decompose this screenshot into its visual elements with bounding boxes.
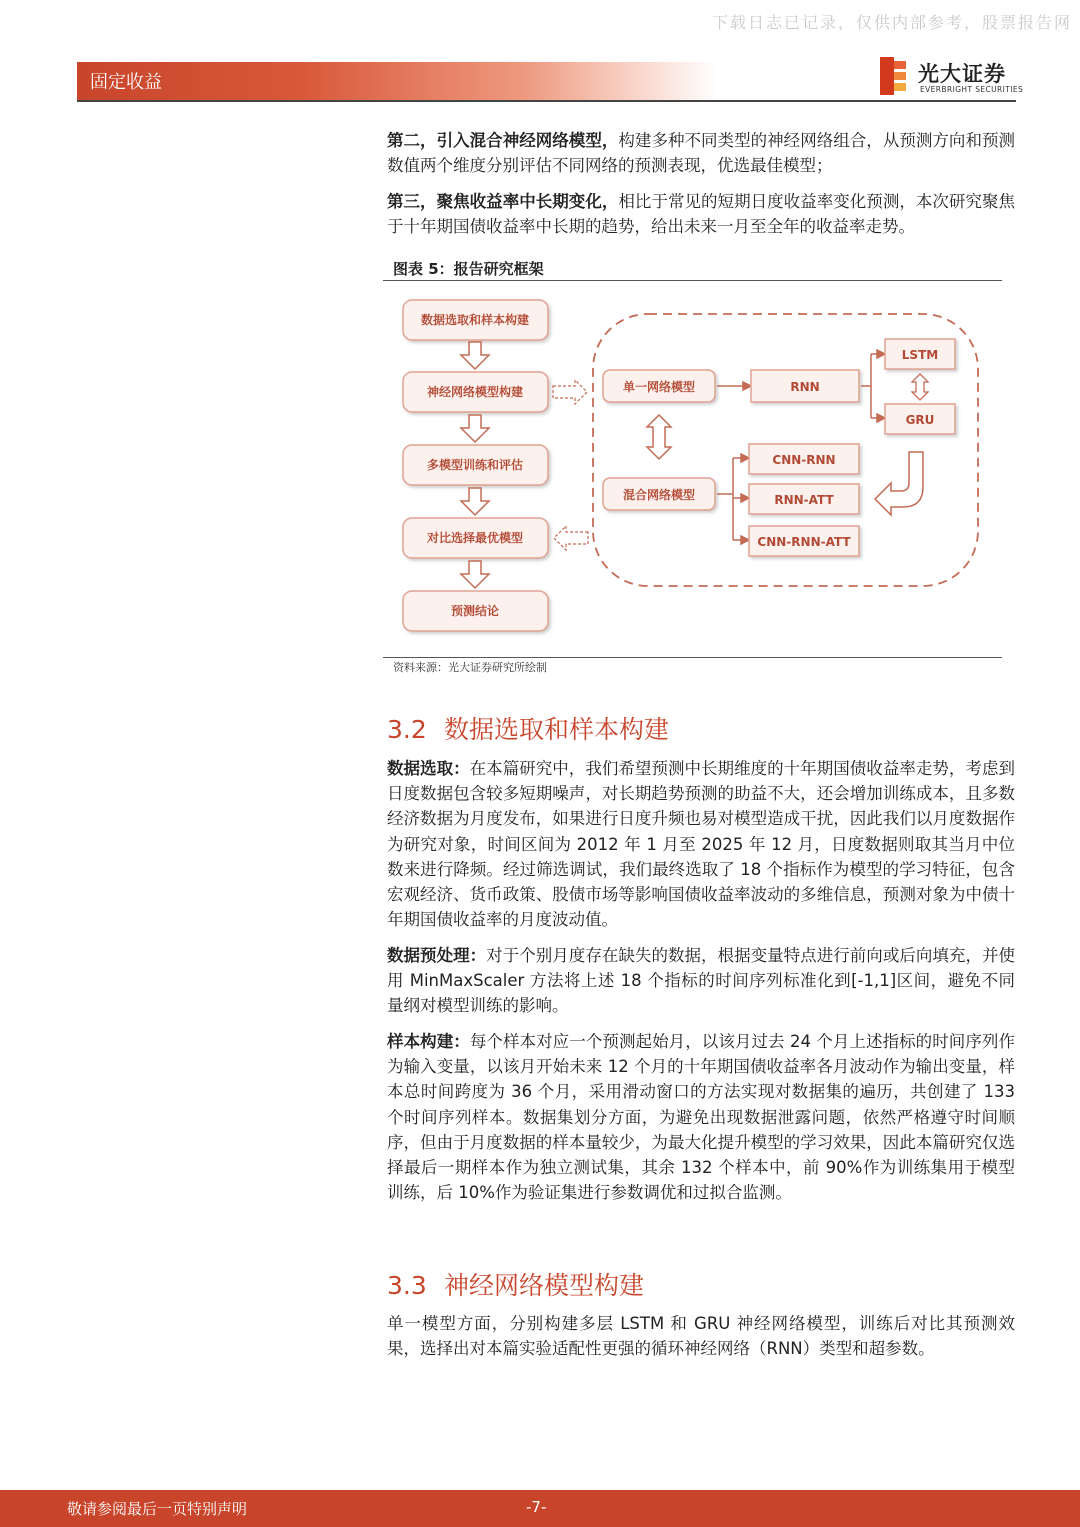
intro-paragraph-3 bbox=[387, 189, 1015, 239]
page-number: -7- bbox=[526, 1498, 547, 1516]
step-label-4: 对比选择最优模型 bbox=[426, 531, 524, 545]
figure-top-rule bbox=[383, 280, 1002, 281]
rnn-box bbox=[751, 370, 859, 402]
figure-source: 资料来源：光大证券研究所绘制 bbox=[393, 661, 547, 674]
single-model-box bbox=[603, 370, 715, 402]
footer-bar bbox=[0, 1490, 1080, 1527]
step-box-2 bbox=[403, 372, 548, 412]
lstm-label: LSTM bbox=[901, 348, 939, 362]
step-box-1 bbox=[403, 300, 548, 340]
section-heading-3-2 bbox=[387, 710, 669, 746]
arrow-head-icon bbox=[877, 414, 885, 422]
intro-p2-lead: 第二，引入混合神经网络模型， bbox=[387, 131, 619, 150]
down-arrow-icon bbox=[461, 415, 489, 442]
hybrid-option-1 bbox=[749, 444, 859, 474]
figure-bottom-rule bbox=[383, 657, 1002, 658]
logo-english: EVERBRIGHT SECURITIES bbox=[920, 85, 1024, 94]
header-rule bbox=[77, 100, 1016, 102]
arrow-head-icon bbox=[741, 536, 749, 544]
data-selection-text: 在本篇研究中，我们希望预测中长期维度的十年期国债收益率走势，考虑到日度数据包含较多短期噪声，对长期趋势预测的助益不大，还会增加训练成本，且多数经济数据为月度发布，如果进行日度升频也易对模型造成干扰，因此我们以月度数据作为研究对象，时间区间为 2012 年 1 月至 2025 年 12 月，日度数据则取其当月中位数来进行降频。经过筛选调试，我们最终选取了 18 个指标作为模型的学习特征，包含宏观经济、货币政策、股债市场等影响国债收益率波动的多维信息，预测对象为中债十年期国债收益率的月度波动值。 bbox=[387, 759, 1016, 930]
down-arrow-icon bbox=[461, 488, 489, 515]
step-box-3 bbox=[403, 445, 548, 485]
section-label: 固定收益 bbox=[90, 72, 162, 93]
hybrid-option-3 bbox=[749, 526, 859, 556]
curved-arrow-icon bbox=[875, 452, 923, 515]
hybrid-option-2 bbox=[749, 484, 859, 514]
logo-chinese: 光大证券 bbox=[918, 62, 1006, 86]
header-bar bbox=[77, 62, 717, 100]
intro-p3-text: 相比于常见的短期日度收益率变化预测，本次研究聚焦于十年期国债收益率中长期的趋势，给出未来一月至全年的收益率走势。 bbox=[387, 192, 1016, 237]
preprocessing-paragraph bbox=[387, 943, 1015, 1019]
lstm-box bbox=[885, 339, 955, 369]
arrow-head-icon bbox=[741, 454, 749, 462]
intro-paragraph-2 bbox=[387, 128, 1015, 178]
hybrid-model-box bbox=[603, 478, 715, 510]
step-box-5 bbox=[403, 591, 548, 631]
dashed-right-arrow-icon bbox=[553, 380, 587, 404]
down-arrow-icon bbox=[461, 561, 489, 588]
gru-box bbox=[885, 404, 955, 434]
logo-mark-icon bbox=[878, 57, 908, 95]
dashed-left-arrow-icon bbox=[554, 526, 588, 550]
section-heading-3-3 bbox=[387, 1266, 644, 1302]
single-model-label: 单一网络模型 bbox=[622, 380, 696, 394]
sample-construction-text: 每个样本对应一个预测起始月，以该月过去 24 个月上述指标的时间序列作为输入变量，以该月开始未来 12 个月的十年期国债收益率各月波动作为输出变量，样本总时间跨度为 36 个月，采用滑动窗口的方法实现对数据集的遍历，共创建了 133 个时间序列样本。数据集划分方面，为避免出现数据泄露问题，依然严格遵守时间顺序，但由于月度数据的样本量较少，为最大化提升模型的学习效果，因此本篇研究仅选择最后一期样本作为独立测试集，其余 132 个样本中，前 90%作为训练集用于模型训练，后 10%作为验证集进行参数调优和过拟合监测。 bbox=[387, 1032, 1015, 1203]
double-arrow-icon bbox=[647, 415, 671, 459]
intro-p2-text: 构建多种不同类型的神经网络组合，从预测方向和预测数值两个维度分别评估不同网络的预测表现，优选最佳模型； bbox=[387, 131, 1016, 176]
sample-construction-paragraph bbox=[387, 1029, 1015, 1205]
figure-title: 图表 5：报告研究框架 bbox=[393, 260, 544, 278]
footer-disclaimer: 敬请参阅最后一页特别声明 bbox=[67, 1500, 248, 1518]
hybrid-model-label: 混合网络模型 bbox=[622, 488, 696, 502]
preprocessing-lead: 数据预处理： bbox=[387, 946, 487, 965]
step-label-5: 预测结论 bbox=[450, 604, 500, 618]
intro-p3-lead: 第三，聚焦收益率中长期变化， bbox=[387, 192, 619, 211]
section-number: 3.2 bbox=[387, 715, 427, 744]
step-label-2: 神经网络模型构建 bbox=[426, 385, 524, 399]
arrow-head-icon bbox=[741, 494, 749, 502]
preprocessing-text: 对于个别月度存在缺失的数据，根据变量特点进行前向或后向填充，并使用 MinMaxScaler 方法将上述 18 个指标的时间序列标准化到[-1,1]区间，避免不同量纲对模型训练的影响。 bbox=[387, 946, 1016, 1016]
gru-label: GRU bbox=[905, 413, 935, 427]
arrow-head-icon bbox=[877, 350, 885, 358]
step-label-3: 多模型训练和评估 bbox=[426, 458, 524, 472]
section-number: 3.3 bbox=[387, 1271, 427, 1300]
step-box-4 bbox=[403, 518, 548, 558]
arrow-head-icon bbox=[743, 382, 751, 390]
rnn-label: RNN bbox=[790, 380, 820, 394]
down-arrow-icon bbox=[461, 342, 489, 369]
double-arrow-icon bbox=[912, 374, 928, 400]
data-selection-paragraph bbox=[387, 756, 1015, 932]
section-title: 神经网络模型构建 bbox=[444, 1271, 645, 1300]
research-framework-diagram bbox=[383, 282, 1002, 654]
data-selection-lead: 数据选取： bbox=[387, 759, 470, 778]
hybrid-option-label-1: CNN-RNN bbox=[772, 453, 836, 467]
step-label-1: 数据选取和样本构建 bbox=[420, 313, 530, 327]
hybrid-option-label-3: CNN-RNN-ATT bbox=[757, 535, 851, 549]
brand-logo bbox=[878, 57, 1024, 97]
model-construction-paragraph: 单一模型方面，分别构建多层 LSTM 和 GRU 神经网络模型，训练后对比其预测效果，选择出对本篇实验适配性更强的循环神经网络（RNN）类型和超参数。 bbox=[387, 1314, 1015, 1359]
section-title: 数据选取和样本构建 bbox=[444, 715, 670, 744]
hybrid-option-label-2: RNN-ATT bbox=[774, 493, 834, 507]
watermark-text: 下载日志已记录，仅供内部参考，股票报告网 bbox=[711, 13, 1072, 32]
sample-construction-lead: 样本构建： bbox=[387, 1032, 470, 1051]
